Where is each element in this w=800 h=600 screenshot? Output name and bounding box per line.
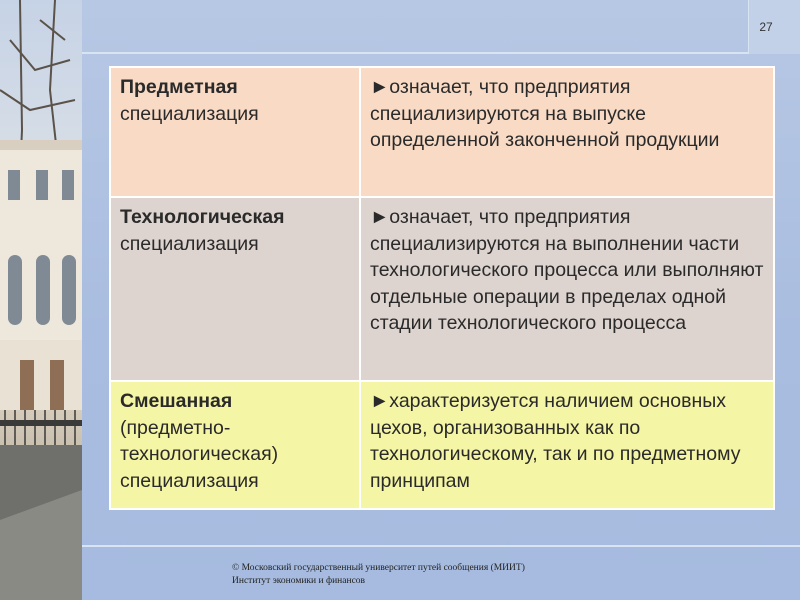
term-cell [110,197,360,381]
term-cell [110,67,360,197]
building-photo [0,0,82,600]
footer-copyright: © Московский государственный университет путей сообщения (МИИТ) [232,563,525,573]
term-cell [110,381,360,509]
description-cell: ►означает, что предприятия специализируются на выполнении части технологического процесса или выполняют отдельные операции в пределах одной стадии технологического процесса [360,197,774,381]
term-rest: специализация [120,232,259,255]
specialization-table [109,66,775,510]
table-row [110,381,774,509]
table-row [110,197,774,381]
term-name: Смешанная [120,390,233,412]
term-rest: специализация [120,102,259,125]
term-name: Предметная [120,76,238,98]
footer [232,562,525,588]
footer-institute: Институт экономики и финансов [232,576,366,586]
term-name: Технологическая [120,206,285,228]
description-cell: ►характеризуется наличием основных цехов, организованных как по технологическому, так и по предметному принципам [360,381,774,509]
table-row [110,67,774,197]
description-cell: ►означает, что предприятия специализируются на выпуске определенной законченной продукции [360,67,774,197]
term-rest: (предметно-технологическая) специализация [120,416,279,492]
top-divider [82,52,800,54]
slide-number: 27 [759,20,773,34]
bottom-divider [82,545,800,547]
